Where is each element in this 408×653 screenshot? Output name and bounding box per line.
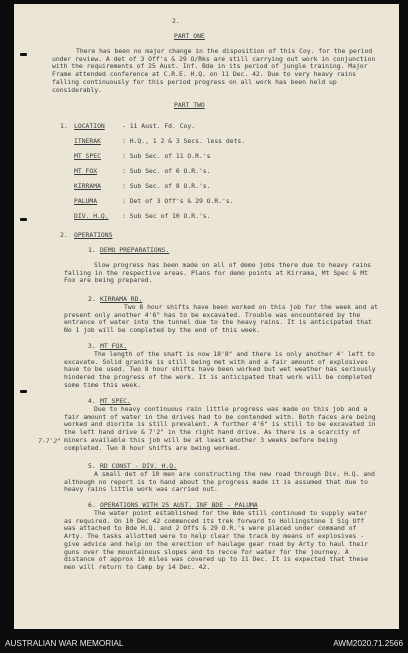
operation-item-title: MT FOX. [100, 342, 127, 350]
part-one-paragraph: There has been no major change in the disposition of this Coy. for the period under review. A det of 3 Off's & 29 O/Rks are still carrying out work in conjunction with the requirements of 25 Aust. Inf. Bde in its period of jungle training. Major Frame attended conference at C.R.E. H.Q. on 11 Dec. 42. Due to very heavy rains falling continuously for this period progress on all work has been held up considerably. [52, 47, 376, 94]
page-number: 2. [172, 17, 180, 25]
part-one-heading: PART ONE [174, 32, 205, 40]
location-row-value: : Sub Sec. of 11 O.R.'s [122, 152, 211, 160]
punch-hole-mark [20, 53, 27, 56]
operation-item-title: MT SPEC. [100, 397, 131, 405]
location-row-value: : H.Q., 1 2 & 3 Secs. less dets. [122, 137, 246, 145]
punch-hole-mark [20, 390, 27, 393]
operation-item-text: Slow progress has been made on all of demo jobs there due to heavy rains falling in the respective areas. Plans for demo points at Kirrama, Mt Spec & Mt Fox are being prepared. [64, 261, 372, 285]
handwritten-margin-note: 7-7'2" [38, 437, 62, 445]
operation-item-text: Two 8 hour shifts have been worked on this job for the week and at present only another 4'6" has to be excavated. Trouble was encountered by the entrance of water into the tunnel due to the heavy rains. It is anticipated that No 1 job will be completed by the end of this week. [64, 303, 378, 335]
footer-reference: AWM2020.71.2566 [333, 639, 403, 648]
operation-item-number: 2. [88, 295, 96, 303]
location-row-label: PALUMA [74, 197, 98, 205]
operation-item-number: 5. [88, 462, 96, 470]
location-row-value: : Sub Sec of 10 O.R.'s. [122, 212, 211, 220]
archive-footer [0, 632, 408, 653]
location-row-label: DIV. H.Q. [74, 212, 109, 220]
punch-hole-mark [20, 218, 27, 221]
operation-item-text: A small det of 10 men are constructing the new road through Div. H.Q. and although no report is to hand about the progress made it is assumed that due to heavy rains little work was carried out. [64, 470, 375, 494]
operation-item-text: The length of the shaft is now 18'8" and there is only another 4' left to excavate. Solid granite is still being met with and a fair amount of explosives have to be used. Two 8 hour shifts have been worked but wet weather has seriously hindered the progress of the work. It is anticipated that work will be completed some time this week. [64, 350, 376, 389]
location-number: 1. [60, 122, 68, 130]
operation-item-number: 1. [88, 246, 96, 254]
operation-item-title: DEMO PREPARATIONS. [100, 246, 170, 254]
operation-item-number: 4. [88, 397, 96, 405]
location-value: - 11 Aust. Fd. Coy. [122, 122, 196, 130]
location-row-value: : Det of 3 Off's & 29 O.R.'s. [122, 197, 234, 205]
operation-item-text: The water point established for the Bde still continued to supply water as required. On 10 Dec 42 commenced its trek forward to Hollingstone 1 Sig Off was attached to Bde H.Q. and 2 Offs & 29 O.R.'s were placed under command of Arty. The tasks allotted were to help clear the track by means of explosives - give advice and help on the erection of haulage gear road by Arty to haul their guns over the mountainous slopes and to recce for water for the journey. A distance of approx 10 miles was covered up to 11 Dec. It is expected that these men will return to Camp by 14 Dec. 42. [64, 509, 368, 571]
location-row-value: : Sub Sec. of 6 O.R.'s. [122, 167, 211, 175]
location-row-label: MT FOX [74, 167, 98, 175]
part-two-heading: PART TWO [174, 101, 205, 109]
operations-number: 2. [60, 231, 68, 239]
location-row-label: KIRRAMA [74, 182, 101, 190]
location-row-label: ITNERAK [74, 137, 101, 145]
operation-item-text: Due to heavy continuous rain little progress was made on this job and a fair amount of water in the drives had to be contended with. Both faces are being worked and diorite is still prevalent. A further 4'6" is still to be excavated in the left hand drive & 7'2" in the right hand drive. As there is a scarcity of miners available this job will be at least another 3 weeks before being completed. Two 8 hour shifts are being worked. [64, 405, 376, 452]
location-row-value: : Sub Sec. of 8 O.R.'s. [122, 182, 211, 190]
location-row-label: MT SPEC [74, 152, 101, 160]
footer-institution: AUSTRALIAN WAR MEMORIAL [5, 639, 124, 648]
document-page [14, 4, 399, 629]
operation-item-number: 3. [88, 342, 96, 350]
operation-item-title: KIRRAMA RD. [100, 295, 143, 303]
operation-item-number: 6. [88, 501, 96, 509]
operations-label: OPERATIONS [74, 231, 113, 239]
operation-item-title: RD CONST - DIV. H.Q. [100, 462, 177, 470]
operation-item-title: OPERATIONS WITH 25 AUST. INF BDE - PALUMA [100, 501, 258, 509]
location-label: LOCATION [74, 122, 105, 130]
